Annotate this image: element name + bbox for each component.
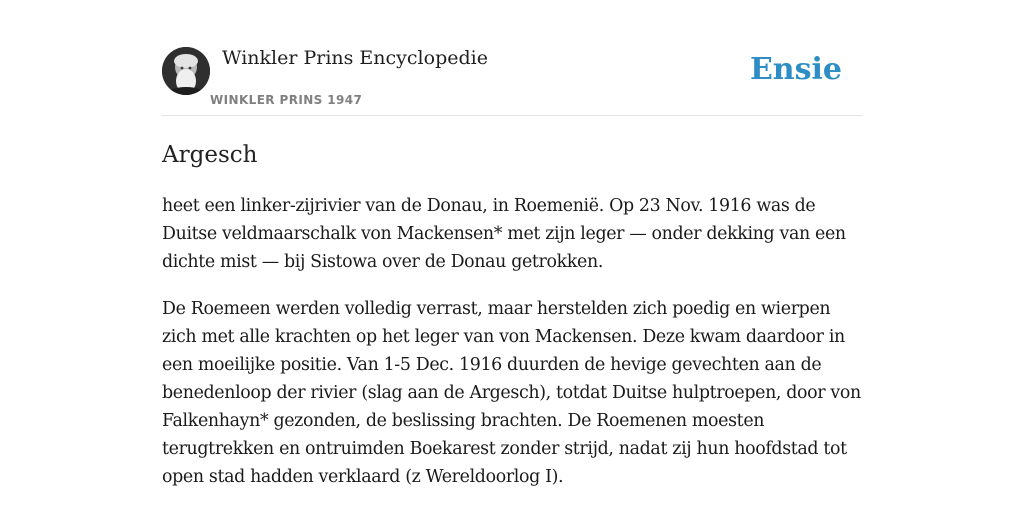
portrait-icon[interactable]: [162, 47, 210, 95]
article-paragraph: heet een linker-zijrivier van de Donau, in Roemenië. Op 23 Nov. 1916 was de Duitse veldmaarschalk von Mackensen* met zijn leger — onder dekking van een dichte mist — bij Sistowa over de Donau getrokken.: [162, 196, 846, 272]
brand-logo[interactable]: Ensie: [749, 52, 842, 87]
page: [162, 0, 862, 512]
header: [162, 0, 862, 116]
source-subtitle[interactable]: WINKLER PRINS 1947: [210, 93, 363, 107]
portrait-image: [162, 47, 210, 95]
article-paragraph: De Roemeen werden volledig verrast, maar herstelden zich poedig en wierpen zich met alle krachten op het leger van von Mackensen. Deze kwam daardoor in een moeilijke positie. Van 1-5 Dec. 1916 duurden de hevige gevechten aan de benedenloop der rivier (slag aan de Argesch), totdat Duitse hulptroepen, door von Falkenhayn* gezonden, de beslissing brachten. De Roemenen moesten terugtrekken en ontruimden Boekarest zonder strijd, nadat zij hun hoofdstad tot open stad hadden verklaard (z Wereldoorlog I).: [162, 299, 861, 487]
article-body: [162, 192, 862, 510]
article-title: Argesch: [162, 142, 258, 168]
site-title[interactable]: Winkler Prins Encyclopedie: [222, 47, 488, 69]
